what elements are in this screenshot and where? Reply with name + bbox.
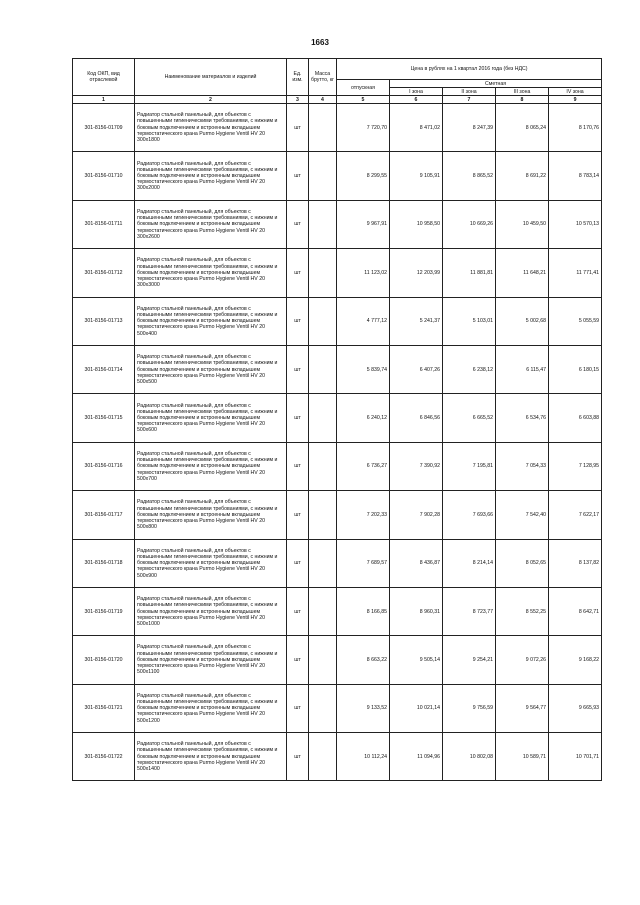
cell-unit: шт	[287, 297, 309, 345]
table-row	[73, 104, 602, 152]
header-price-group: Цена в рублях на 1 квартал 2016 года (без НДС)	[337, 59, 602, 80]
cell-name: Радиатор стальной панельный, для объектов с повышенными гигиеническими требованиями, с нижним и боковым подключением и встроенным вкладышем термостатического крана Purmo Hygiene Ventil HV 20 500x1400	[135, 733, 287, 781]
table-row	[73, 491, 602, 539]
table-row	[73, 539, 602, 587]
cell-unit: шт	[287, 636, 309, 684]
column-number: 2	[135, 96, 287, 104]
cell-zone-1-price: 8 471,02	[390, 104, 443, 152]
header-zone-3: III зона	[496, 88, 549, 96]
cell-zone-3-price: 7 054,33	[496, 442, 549, 490]
cell-unit: шт	[287, 249, 309, 297]
cell-zone-2-price: 5 103,01	[443, 297, 496, 345]
header-release-price: отпускная	[337, 80, 390, 96]
cell-zone-1-price: 7 902,28	[390, 491, 443, 539]
cell-mass	[309, 345, 337, 393]
table-row	[73, 442, 602, 490]
cell-zone-3-price: 5 002,68	[496, 297, 549, 345]
cell-zone-2-price: 9 254,21	[443, 636, 496, 684]
cell-zone-4-price: 6 603,88	[549, 394, 602, 442]
cell-zone-4-price: 8 783,14	[549, 152, 602, 200]
cell-zone-4-price: 10 570,13	[549, 200, 602, 248]
cell-release-price: 7 202,33	[337, 491, 390, 539]
table-row	[73, 684, 602, 732]
cell-name: Радиатор стальной панельный, для объектов с повышенными гигиеническими требованиями, с нижним и боковым подключением и встроенным вкладышем термостатического крана Purmo Hygiene Ventil HV 20 500x1000	[135, 587, 287, 635]
cell-zone-1-price: 9 505,14	[390, 636, 443, 684]
cell-mass	[309, 684, 337, 732]
cell-zone-3-price: 11 648,21	[496, 249, 549, 297]
cell-mass	[309, 104, 337, 152]
page-number: 1663	[311, 38, 329, 47]
header-estimate-price: Сметная	[390, 80, 602, 88]
cell-zone-4-price: 9 168,22	[549, 636, 602, 684]
cell-name: Радиатор стальной панельный, для объектов с повышенными гигиеническими требованиями, с нижним и боковым подключением и встроенным вкладышем термостатического крана Purmo Hygiene Ventil HV 20 500x1200	[135, 684, 287, 732]
cell-unit: шт	[287, 684, 309, 732]
cell-mass	[309, 491, 337, 539]
cell-release-price: 6 736,27	[337, 442, 390, 490]
cell-unit: шт	[287, 394, 309, 442]
cell-code: 301-8156-01721	[73, 684, 135, 732]
cell-mass	[309, 636, 337, 684]
cell-release-price: 8 299,55	[337, 152, 390, 200]
header-zone-1: I зона	[390, 88, 443, 96]
cell-zone-1-price: 11 094,96	[390, 733, 443, 781]
cell-release-price: 7 720,70	[337, 104, 390, 152]
cell-zone-4-price: 7 128,95	[549, 442, 602, 490]
cell-code: 301-8156-01712	[73, 249, 135, 297]
cell-zone-3-price: 9 564,77	[496, 684, 549, 732]
table-body	[73, 104, 602, 781]
cell-name: Радиатор стальной панельный, для объектов с повышенными гигиеническими требованиями, с нижним и боковым подключением и встроенным вкладышем термостатического крана Purmo Hygiene Ventil HV 20 500x800	[135, 491, 287, 539]
cell-code: 301-8156-01716	[73, 442, 135, 490]
cell-code: 301-8156-01715	[73, 394, 135, 442]
cell-name: Радиатор стальной панельный, для объектов с повышенными гигиеническими требованиями, с нижним и боковым подключением и встроенным вкладышем термостатического крана Purmo Hygiene Ventil HV 20 500x500	[135, 345, 287, 393]
cell-zone-4-price: 11 771,41	[549, 249, 602, 297]
cell-zone-1-price: 7 390,92	[390, 442, 443, 490]
cell-mass	[309, 297, 337, 345]
cell-zone-1-price: 9 105,91	[390, 152, 443, 200]
cell-release-price: 7 689,57	[337, 539, 390, 587]
cell-zone-1-price: 6 407,26	[390, 345, 443, 393]
cell-name: Радиатор стальной панельный, для объектов с повышенными гигиеническими требованиями, с нижним и боковым подключением и встроенным вкладышем термостатического крана Purmo Hygiene Ventil HV 20 500x600	[135, 394, 287, 442]
cell-zone-2-price: 7 195,81	[443, 442, 496, 490]
cell-unit: шт	[287, 733, 309, 781]
table-row	[73, 733, 602, 781]
cell-code: 301-8156-01714	[73, 345, 135, 393]
column-number: 1	[73, 96, 135, 104]
header-name: Наименование материалов и изделий	[135, 59, 287, 96]
cell-zone-2-price: 8 214,14	[443, 539, 496, 587]
header-zone-4: IV зона	[549, 88, 602, 96]
column-number: 4	[309, 96, 337, 104]
cell-zone-4-price: 6 180,15	[549, 345, 602, 393]
cell-zone-2-price: 9 756,59	[443, 684, 496, 732]
cell-zone-1-price: 10 021,14	[390, 684, 443, 732]
cell-zone-2-price: 11 881,81	[443, 249, 496, 297]
cell-zone-4-price: 8 137,82	[549, 539, 602, 587]
cell-zone-2-price: 8 865,52	[443, 152, 496, 200]
cell-unit: шт	[287, 345, 309, 393]
cell-zone-3-price: 8 552,25	[496, 587, 549, 635]
cell-zone-2-price: 10 802,08	[443, 733, 496, 781]
cell-release-price: 4 777,12	[337, 297, 390, 345]
table-row	[73, 394, 602, 442]
table-row	[73, 297, 602, 345]
cell-name: Радиатор стальной панельный, для объектов с повышенными гигиеническими требованиями, с нижним и боковым подключением и встроенным вкладышем термостатического крана Purmo Hygiene Ventil HV 20 500x400	[135, 297, 287, 345]
column-number: 6	[390, 96, 443, 104]
table-row	[73, 152, 602, 200]
cell-name: Радиатор стальной панельный, для объектов с повышенными гигиеническими требованиями, с нижним и боковым подключением и встроенным вкладышем термостатического крана Purmo Hygiene Ventil HV 20 500x900	[135, 539, 287, 587]
cell-zone-1-price: 10 958,50	[390, 200, 443, 248]
column-number: 8	[496, 96, 549, 104]
cell-zone-4-price: 9 665,93	[549, 684, 602, 732]
cell-zone-1-price: 8 436,87	[390, 539, 443, 587]
cell-unit: шт	[287, 491, 309, 539]
cell-zone-2-price: 6 238,12	[443, 345, 496, 393]
table-row	[73, 587, 602, 635]
column-number: 3	[287, 96, 309, 104]
cell-unit: шт	[287, 442, 309, 490]
cell-name: Радиатор стальной панельный, для объектов с повышенными гигиеническими требованиями, с нижним и боковым подключением и встроенным вкладышем термостатического крана Purmo Hygiene Ventil HV 20 300x1800	[135, 104, 287, 152]
cell-release-price: 9 967,91	[337, 200, 390, 248]
cell-name: Радиатор стальной панельный, для объектов с повышенными гигиеническими требованиями, с нижним и боковым подключением и встроенным вкладышем термостатического крана Purmo Hygiene Ventil HV 20 300x2600	[135, 200, 287, 248]
header-code: Код ОКП, вид отраслевой	[73, 59, 135, 96]
cell-mass	[309, 539, 337, 587]
cell-zone-1-price: 5 241,37	[390, 297, 443, 345]
column-number: 9	[549, 96, 602, 104]
column-number: 7	[443, 96, 496, 104]
table-header	[73, 59, 602, 104]
cell-zone-4-price: 5 055,59	[549, 297, 602, 345]
cell-unit: шт	[287, 200, 309, 248]
cell-mass	[309, 249, 337, 297]
cell-zone-3-price: 6 534,76	[496, 394, 549, 442]
table-row	[73, 636, 602, 684]
cell-zone-3-price: 10 589,71	[496, 733, 549, 781]
cell-zone-3-price: 7 542,40	[496, 491, 549, 539]
cell-code: 301-8156-01713	[73, 297, 135, 345]
cell-zone-4-price: 10 701,71	[549, 733, 602, 781]
table-row	[73, 249, 602, 297]
cell-code: 301-8156-01710	[73, 152, 135, 200]
cell-name: Радиатор стальной панельный, для объектов с повышенными гигиеническими требованиями, с нижним и боковым подключением и встроенным вкладышем термостатического крана Purmo Hygiene Ventil HV 20 300x2000	[135, 152, 287, 200]
cell-code: 301-8156-01711	[73, 200, 135, 248]
cell-release-price: 11 123,02	[337, 249, 390, 297]
header-zone-2: II зона	[443, 88, 496, 96]
cell-mass	[309, 587, 337, 635]
cell-zone-4-price: 7 622,17	[549, 491, 602, 539]
cell-name: Радиатор стальной панельный, для объектов с повышенными гигиеническими требованиями, с нижним и боковым подключением и встроенным вкладышем термостатического крана Purmo Hygiene Ventil HV 20 500x700	[135, 442, 287, 490]
cell-release-price: 8 166,85	[337, 587, 390, 635]
price-table	[72, 58, 602, 781]
column-number: 5	[337, 96, 390, 104]
table-row	[73, 200, 602, 248]
cell-zone-3-price: 6 115,47	[496, 345, 549, 393]
cell-release-price: 8 663,22	[337, 636, 390, 684]
cell-zone-1-price: 6 846,56	[390, 394, 443, 442]
cell-mass	[309, 733, 337, 781]
cell-code: 301-8156-01719	[73, 587, 135, 635]
cell-zone-2-price: 10 669,26	[443, 200, 496, 248]
cell-code: 301-8156-01718	[73, 539, 135, 587]
cell-zone-3-price: 8 691,22	[496, 152, 549, 200]
cell-zone-2-price: 8 247,39	[443, 104, 496, 152]
cell-zone-3-price: 8 052,65	[496, 539, 549, 587]
cell-release-price: 10 112,24	[337, 733, 390, 781]
cell-zone-1-price: 8 960,31	[390, 587, 443, 635]
cell-release-price: 9 133,52	[337, 684, 390, 732]
cell-release-price: 6 240,12	[337, 394, 390, 442]
cell-zone-3-price: 8 065,24	[496, 104, 549, 152]
cell-mass	[309, 200, 337, 248]
cell-mass	[309, 394, 337, 442]
cell-release-price: 5 839,74	[337, 345, 390, 393]
cell-zone-4-price: 8 642,71	[549, 587, 602, 635]
cell-zone-3-price: 10 459,50	[496, 200, 549, 248]
cell-zone-2-price: 6 665,52	[443, 394, 496, 442]
cell-name: Радиатор стальной панельный, для объектов с повышенными гигиеническими требованиями, с нижним и боковым подключением и встроенным вкладышем термостатического крана Purmo Hygiene Ventil HV 20 300x3000	[135, 249, 287, 297]
cell-code: 301-8156-01717	[73, 491, 135, 539]
cell-mass	[309, 152, 337, 200]
cell-zone-2-price: 8 723,77	[443, 587, 496, 635]
cell-unit: шт	[287, 587, 309, 635]
column-number-row	[73, 96, 602, 104]
cell-zone-4-price: 8 170,76	[549, 104, 602, 152]
cell-unit: шт	[287, 104, 309, 152]
header-unit: Ед. изм.	[287, 59, 309, 96]
cell-unit: шт	[287, 539, 309, 587]
cell-name: Радиатор стальной панельный, для объектов с повышенными гигиеническими требованиями, с нижним и боковым подключением и встроенным вкладышем термостатического крана Purmo Hygiene Ventil HV 20 500x1100	[135, 636, 287, 684]
cell-unit: шт	[287, 152, 309, 200]
cell-code: 301-8156-01720	[73, 636, 135, 684]
cell-code: 301-8156-01709	[73, 104, 135, 152]
table-row	[73, 345, 602, 393]
cell-zone-3-price: 9 072,26	[496, 636, 549, 684]
cell-mass	[309, 442, 337, 490]
cell-code: 301-8156-01722	[73, 733, 135, 781]
cell-zone-1-price: 12 203,99	[390, 249, 443, 297]
header-mass: Масса брутто, кг	[309, 59, 337, 96]
cell-zone-2-price: 7 693,66	[443, 491, 496, 539]
